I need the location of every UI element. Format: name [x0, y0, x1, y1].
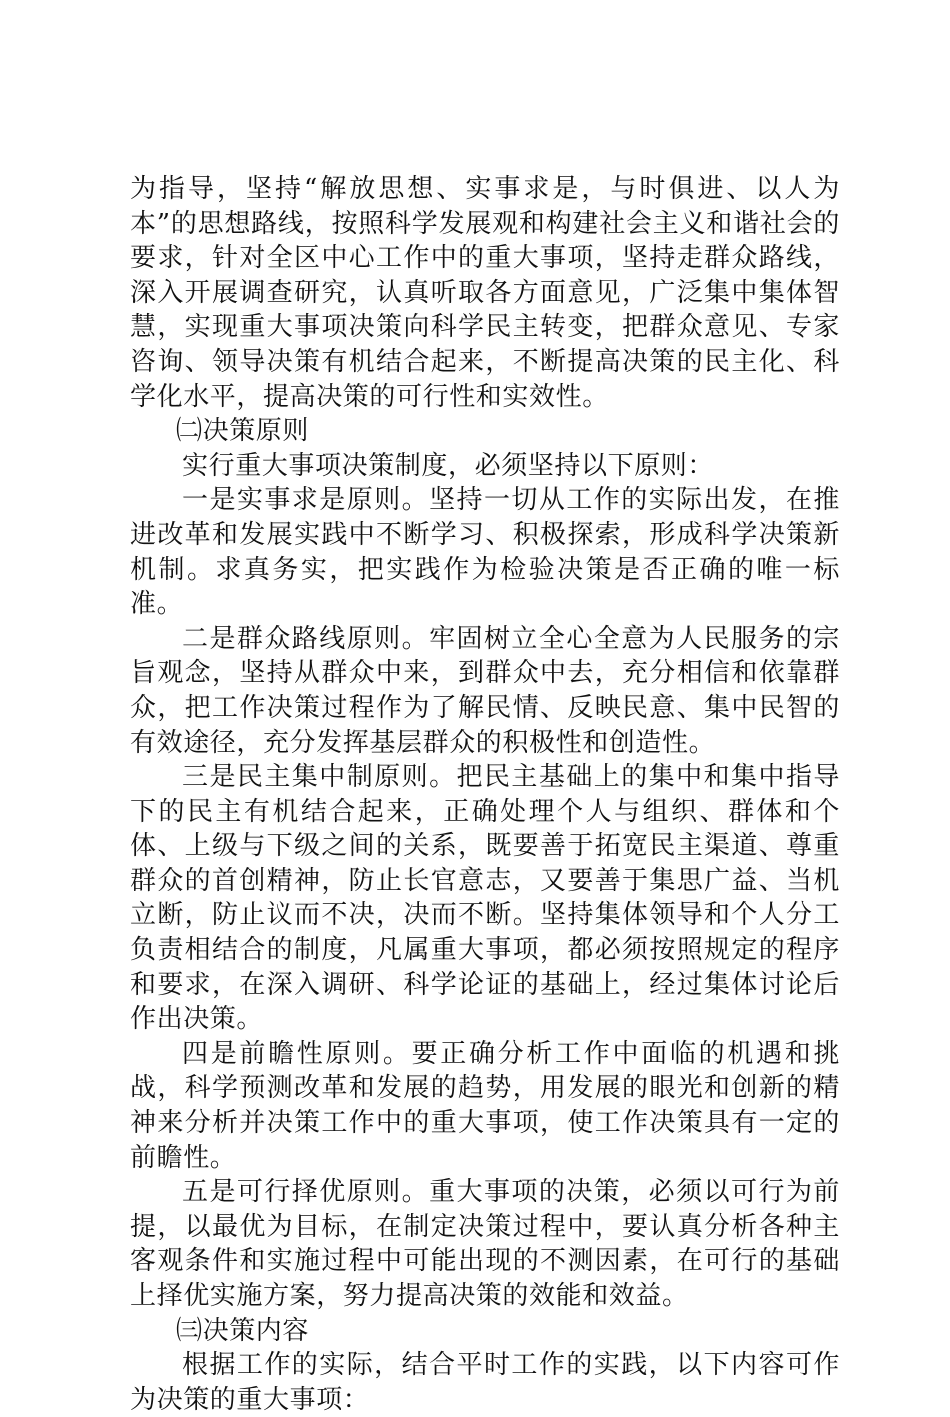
paragraph-principle-1: 一是实事求是原则。坚持一切从工作的实际出发，在推进改革和发展实践中不断学习、积极探索，形成科学决策新机制。求真务实，把实践作为检验决策是否正确的唯一标准。 — [130, 485, 840, 620]
paragraph-principle-5: 五是可行择优原则。重大事项的决策，必须以可行为前提，以最优为目标，在制定决策过程中，要认真分析各种主客观条件和实施过程中可能出现的不测因素，在可行的基础上择优实施方案，努力提高决策的效能和效益。 — [130, 1177, 840, 1311]
paragraph-principles-intro: 实行重大事项决策制度，必须坚持以下原则： — [182, 450, 715, 481]
document-body — [130, 172, 840, 1417]
paragraph-principle-3: 三是民主集中制原则。把民主基础上的集中和集中指导下的民主有机结合起来，正确处理个人与组织、群体和个体、上级与下级之间的关系，既要善于拓宽民主渠道、尊重群众的首创精神，防止长官意志，又要善于集思广益、当机立断，防止议而不决，决而不断。坚持集体领导和个人分工负责相结合的制度，凡属重大事项，都必须按照规定的程序和要求，在深入调研、科学论证的基础上，经过集体讨论后作出决策。 — [130, 762, 840, 1035]
paragraph-content-intro: 根据工作的实际，结合平时工作的实践，以下内容可作为决策的重大事项： — [130, 1350, 840, 1415]
section-heading-decision-principles: ㈡决策原则 — [176, 416, 310, 447]
paragraph-principle-2: 二是群众路线原则。牢固树立全心全意为人民服务的宗旨观念，坚持从群众中来，到群众中去，充分相信和依靠群众，把工作决策过程作为了解民情、反映民意、集中民智的有效途径，充分发挥基层群众的积极性和创造性。 — [130, 623, 840, 758]
paragraph-guiding-ideology: 为指导，坚持“解放思想、实事求是，与时俱进、以人为本”的思想路线，按照科学发展观和构建社会主义和谐社会的要求，针对全区中心工作中的重大事项，坚持走群众路线，深入开展调查研究，认真听取各方面意见，广泛集中集体智慧，实现重大事项决策向科学民主转变，把群众意见、专家咨询、领导决策有机结合起来，不断提高决策的民主化、科学化水平，提高决策的可行性和实效性。 — [130, 174, 840, 412]
paragraph-principle-4: 四是前瞻性原则。要正确分析工作中面临的机遇和挑战，科学预测改革和发展的趋势，用发展的眼光和创新的精神来分析并决策工作中的重大事项，使工作决策具有一定的前瞻性。 — [130, 1038, 840, 1173]
section-heading-decision-content: ㈢决策内容 — [176, 1315, 310, 1346]
